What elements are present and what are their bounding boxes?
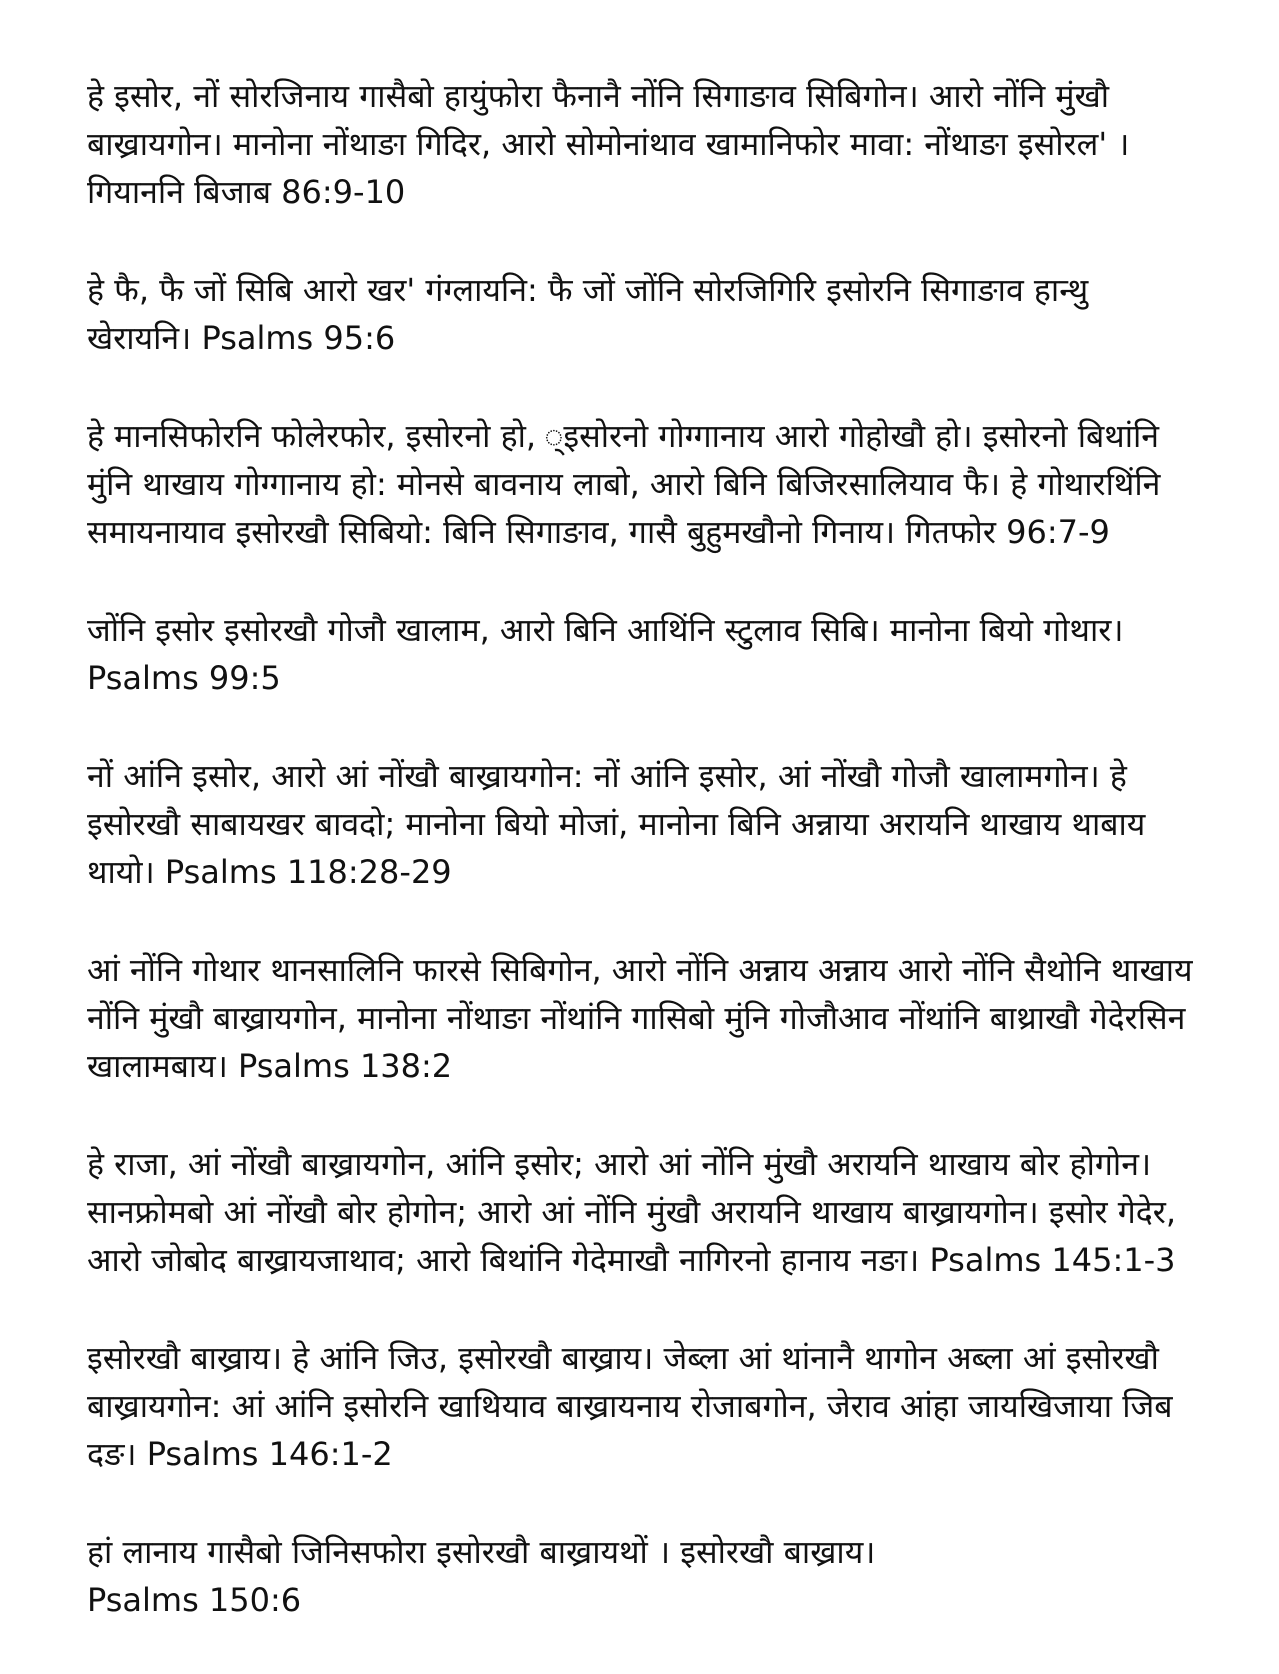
verse-text: हे राजा, आं नोंखौ बाख्रायगोन, आंनि इसोर; आरो आं नोंनि मुंखौ अरायनि थाखाय बोर होगोन। सानफ्रोमबो आं नोंखौ बोर होगोन; आरो आं नोंनि मुंखौ अरायनि थाखाय बाख्रायगोन। इसोर गेदेर, आरो जोबोद बाख्रायजाथाव; आरो बिथांनि गेदेमाखौ नागिरनो हानाय नङा। (87, 1145, 1177, 1279)
verse-paragraph (87, 1528, 1197, 1624)
verse-reference: गितफोर 96:7-9 (905, 513, 1110, 551)
verse-paragraph (87, 752, 1197, 896)
verse-paragraph (87, 266, 1197, 362)
verse-text: नों आंनि इसोर, आरो आं नोंखौ बाख्रायगोन: नों आंनि इसोर, आं नोंखौ गोजौ खालामगोन। हे इसोरखौ साबायखर बावदो; मानोना बियो मोजां, मानोना बिनि अन्नाया अरायनि थाखाय थाबाय थायो। (87, 757, 1146, 891)
verse-text: हे फै, फै जों सिबि आरो खर' गंग्लायनि: फै जों जोंनि सोरजिगिरि इसोरनि सिगाङाव हान्थु खेरायनि। (87, 271, 1089, 357)
verse-reference: Psalms 118:28-29 (164, 853, 452, 891)
verse-reference: गियाननि बिजाब 86:9-10 (87, 173, 406, 211)
verse-reference: Psalms 138:2 (238, 1047, 453, 1085)
verse-text: इसोरखौ बाख्राय। हे आंनि जिउ, इसोरखौ बाख्राय। जेब्ला आं थांनानै थागोन अब्ला आं इसोरखौ बाख्रायगोन: आं आंनि इसोरनि खाथियाव बाख्रायनाय रोजाबगोन, जेराव आंहा जायखिजाया जिब दङ। (87, 1339, 1173, 1473)
verse-text: हां लानाय गासैबो जिनिसफोरा इसोरखौ बाख्रायथों । इसोरखौ बाख्राय। (87, 1533, 876, 1571)
verse-paragraph (87, 946, 1197, 1090)
verse-text: आं नोंनि गोथार थानसालिनि फारसे सिबिगोन, आरो नोंनि अन्नाय अन्नाय आरो नोंनि सैथोनि थाखाय नोंनि मुंखौ बाख्रायगोन, मानोना नोंथाङा नोंथांनि गासिबो मुंनि गोजौआव नोंथांनि बाथ्राखौ गेदेरसिन खालामबाय। (87, 951, 1193, 1085)
verse-text: हे इसोर, नों सोरजिनाय गासैबो हायुंफोरा फैनानै नोंनि सिगाङाव सिबिगोन। आरो नोंनि मुंखौ बाख्रायगोन। मानोना नोंथाङा गिदिर, आरो सोमोनांथाव खामानिफोर मावा: नोंथाङा इसोरल' । (87, 77, 1130, 163)
verse-text: जोंनि इसोर इसोरखौ गोजौ खालाम, आरो बिनि आथिंनि स्टुलाव सिबि। मानोना बियो गोथार। (87, 611, 1124, 649)
verse-reference: Psalms 150:6 (87, 1581, 302, 1619)
verse-reference: Psalms 99:5 (87, 659, 281, 697)
verse-reference: Psalms 95:6 (201, 319, 396, 357)
scripture-text (87, 72, 1197, 1674)
verse-paragraph (87, 606, 1197, 702)
verse-reference: Psalms 146:1-2 (146, 1435, 393, 1473)
verse-paragraph (87, 412, 1197, 556)
verse-paragraph (87, 72, 1197, 216)
verse-paragraph (87, 1140, 1197, 1284)
verse-paragraph (87, 1334, 1197, 1478)
verse-reference: Psalms 145:1-3 (929, 1241, 1176, 1279)
verse-text: हे मानसिफोरनि फोलेरफोर, इसोरनो हो, ्इसोरनो गोग्गानाय आरो गोहोखौ हो। इसोरनो बिथांनि मुंनि थाखाय गोग्गानाय हो: मोनसे बावनाय लाबो, आरो बिनि बिजिरसालियाव फै। हे गोथारथिंनि समायनायाव इसोरखौ सिबियो: बिनि सिगाङाव, गासै बुहुमखौनो गिनाय। (87, 417, 1161, 551)
